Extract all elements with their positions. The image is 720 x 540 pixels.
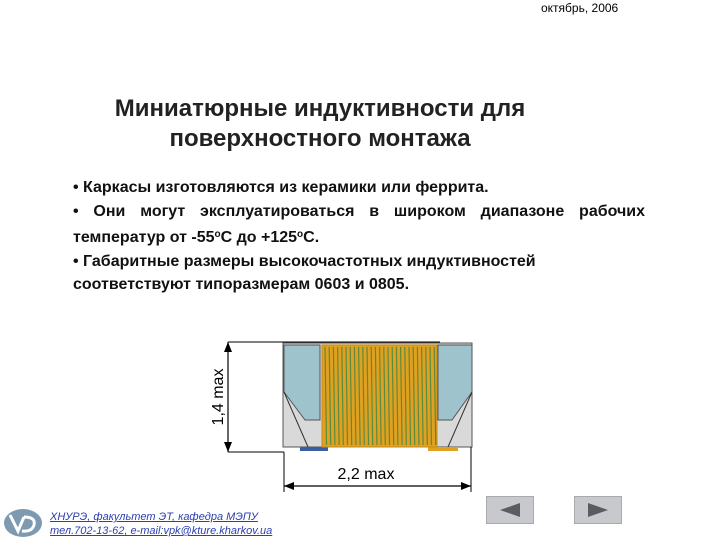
triangle-right-icon [586, 502, 610, 518]
bullet-item-3: • Габаритные размеры высокочастотных индуктивностей соответствуют типоразмерам 0603 и 0805. [73, 252, 536, 293]
slide-date: октябрь, 2006 [541, 1, 619, 15]
height-arrow-bottom [224, 442, 232, 452]
height-dimension-label: 1,4 max [210, 368, 227, 426]
width-arrow-right [461, 482, 471, 490]
title-line-2: поверхностного монтажа [169, 125, 471, 152]
footer-line-1[interactable]: ХНУРЭ, факультет ЭТ, кафедра МЭПУ [50, 511, 258, 523]
right-solder-pad [428, 447, 458, 451]
bullet-2-text-a: • Они могут эксплуатироваться в широком диапазоне рабочих температур от -55 [73, 202, 645, 246]
bullet-item-1: • Каркасы изготовляются из керамики или феррита. [73, 179, 489, 196]
university-logo [2, 507, 44, 539]
left-solder-pad [300, 447, 328, 451]
footer-contact[interactable] [50, 510, 272, 538]
bullet-2-text-b: С до +125 [220, 229, 298, 246]
back-button[interactable] [486, 496, 534, 524]
triangle-left-icon [498, 502, 522, 518]
bullet-2-text-c: С. [303, 229, 320, 246]
width-arrow-left [284, 482, 294, 490]
width-dimension-label: 2,2 max [337, 466, 395, 483]
title-line-1: Миниатюрные индуктивности для [114, 95, 526, 122]
footer-line-2[interactable]: тел.702-13-62, e-mail:vpk@kture.kharkov.ua [50, 525, 273, 537]
height-arrow-top [224, 342, 232, 352]
degree-mark: о [297, 229, 304, 240]
degree-mark: о [214, 229, 221, 240]
forward-button[interactable] [574, 496, 622, 524]
